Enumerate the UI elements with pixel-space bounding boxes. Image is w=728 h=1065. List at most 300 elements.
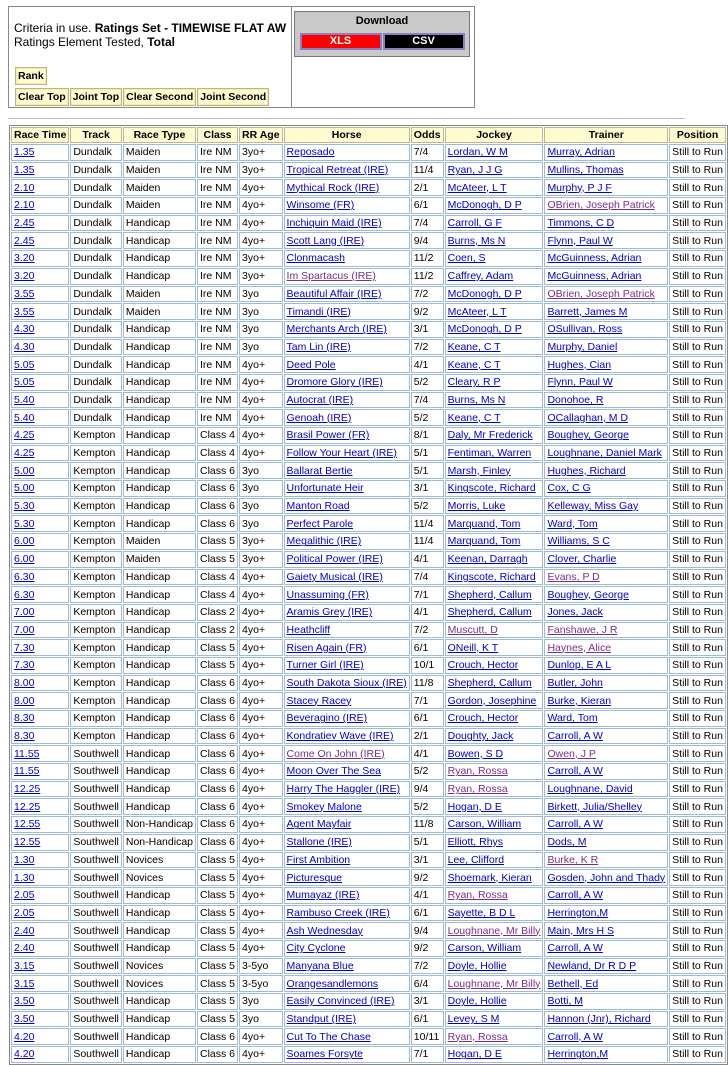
race-time-link[interactable]: 4.30 — [14, 323, 35, 336]
trainer-link[interactable]: Kelleway, Miss Gay — [547, 500, 639, 513]
race-type-cell: Handicap — [123, 356, 196, 373]
position-cell: Still to Run — [669, 286, 726, 303]
jockey-link[interactable]: Lee, Clifford — [447, 853, 505, 866]
trainer-link[interactable]: Loughnane, Daniel Mark — [547, 447, 662, 460]
jockey-cell — [445, 215, 544, 232]
horse-link[interactable]: Deed Pole — [286, 358, 336, 371]
table-row — [11, 675, 726, 692]
horse-link[interactable]: Genoah (IRE) — [286, 411, 352, 424]
download-panel — [294, 11, 470, 57]
horse-cell — [284, 392, 410, 409]
trainer-cell — [544, 639, 668, 656]
jockey-cell — [445, 179, 544, 196]
horse-link[interactable]: Brasil Power (FR) — [286, 429, 370, 442]
race-time-link[interactable]: 4.25 — [14, 429, 35, 442]
race-time-link[interactable]: 2.05 — [14, 889, 35, 902]
trainer-link[interactable]: Owen, J P — [547, 747, 596, 760]
table-row — [11, 409, 726, 426]
race-time-link[interactable]: 7.30 — [14, 641, 35, 654]
jockey-link[interactable]: Coen, S — [447, 252, 486, 265]
class-cell: Ire NM — [197, 339, 238, 356]
race-time-link[interactable]: 12.55 — [14, 818, 41, 831]
horse-link[interactable]: Tam Lin (IRE) — [286, 340, 351, 353]
rr-age-cell: 3yo+ — [239, 250, 283, 267]
horse-link[interactable]: Stacey Racey — [286, 694, 352, 707]
race-time-link[interactable]: 12.25 — [14, 783, 41, 796]
horse-link[interactable]: Unassuming (FR) — [286, 588, 369, 601]
jockey-link[interactable]: Muscutt, D — [447, 623, 498, 636]
results-table — [9, 125, 728, 1065]
horse-link[interactable]: Turner Girl (IRE) — [286, 659, 364, 672]
trainer-link[interactable]: Newland, Dr R D P — [547, 959, 637, 972]
jockey-link[interactable]: Doyle, Hollie — [447, 959, 507, 972]
trainer-cell — [544, 374, 668, 391]
odds-cell: 5/1 — [411, 834, 444, 851]
jockey-link[interactable]: Sayette, B D L — [447, 906, 516, 919]
jockey-link[interactable]: Loughnane, Mr Billy — [447, 977, 541, 990]
trainer-link[interactable]: Dods, M — [547, 836, 587, 849]
trainer-link[interactable]: OBrien, Joseph Patrick — [547, 287, 655, 300]
track-cell: Kempton — [70, 675, 122, 692]
jockey-link[interactable]: Loughnane, Mr Billy — [447, 924, 541, 937]
trainer-link[interactable]: Boughey, George — [547, 588, 629, 601]
trainer-cell — [544, 551, 668, 568]
class-cell: Class 5 — [197, 887, 238, 904]
race-time-link[interactable]: 4.20 — [14, 1048, 35, 1061]
horse-link[interactable]: Aramis Grey (IRE) — [286, 606, 373, 619]
jockey-link[interactable]: Caffrey, Adam — [447, 270, 514, 283]
class-cell: Ire NM — [197, 162, 238, 179]
class-cell: Class 5 — [197, 852, 238, 869]
race-time-link[interactable]: 11.55 — [14, 765, 40, 778]
jockey-link[interactable]: Ryan, Rossa — [447, 889, 508, 902]
race-type-cell: Handicap — [123, 427, 196, 444]
race-time-link[interactable]: 5.30 — [14, 500, 35, 513]
trainer-link[interactable]: Dunlop, E A L — [547, 659, 612, 672]
table-row — [11, 975, 726, 992]
horse-link[interactable]: Tropical Retreat (IRE) — [286, 164, 389, 177]
jockey-link[interactable]: Marquand, Tom — [447, 535, 521, 548]
jockey-link[interactable]: Keane, C T — [447, 358, 501, 371]
race-time-link[interactable]: 7.00 — [14, 606, 35, 619]
jockey-cell — [445, 745, 544, 762]
trainer-link[interactable]: Carroll, A W — [547, 818, 603, 831]
race-time-link[interactable]: 7.30 — [14, 659, 35, 672]
trainer-link[interactable]: Boughey, George — [547, 429, 629, 442]
race-time-link[interactable]: 11.55 — [14, 747, 40, 760]
race-time-link[interactable]: 6.30 — [14, 588, 35, 601]
joint-top-button[interactable]: Joint Top — [70, 88, 122, 106]
clear-second-button[interactable]: Clear Second — [123, 88, 196, 106]
horse-link[interactable]: Reposado — [286, 146, 335, 159]
jockey-link[interactable]: Elliott, Rhys — [447, 836, 504, 849]
trainer-link[interactable]: Butler, John — [547, 676, 603, 689]
race-time-link[interactable]: 12.25 — [14, 800, 41, 813]
horse-cell — [284, 232, 410, 249]
track-cell: Dundalk — [70, 215, 122, 232]
class-cell: Class 6 — [197, 781, 238, 798]
horse-cell — [284, 657, 410, 674]
jockey-link[interactable]: Hogan, D E — [447, 1048, 502, 1061]
horse-link[interactable]: Scott Lang (IRE) — [286, 234, 365, 247]
horse-link[interactable]: City Cyclone — [286, 942, 346, 955]
rr-age-cell: 3yo — [239, 1011, 283, 1028]
race-time-link[interactable]: 1.35 — [14, 146, 35, 159]
horse-link[interactable]: Rambuso Creek (IRE) — [286, 906, 390, 919]
trainer-link[interactable]: Main, Mrs H S — [547, 924, 614, 937]
jockey-link[interactable]: Cleary, R P — [447, 376, 501, 389]
jockey-link[interactable]: Ryan, Rossa — [447, 783, 508, 796]
trainer-link[interactable]: Haynes, Alice — [547, 641, 612, 654]
race-time-link[interactable]: 4.25 — [14, 447, 35, 460]
trainer-link[interactable]: Jones, Jack — [547, 606, 603, 619]
jockey-link[interactable]: Burns, Ms N — [447, 393, 506, 406]
horse-link[interactable]: Timandi (IRE) — [286, 305, 351, 318]
jockey-link[interactable]: McDonogh, D P — [447, 199, 522, 212]
jockey-link[interactable]: Fentiman, Warren — [447, 447, 532, 460]
clear-top-button[interactable]: Clear Top — [15, 88, 69, 106]
race-time-link[interactable]: 1.30 — [14, 853, 35, 866]
horse-link[interactable]: Ballarat Bertie — [286, 464, 353, 477]
race-time-link[interactable]: 2.05 — [14, 906, 35, 919]
trainer-link[interactable]: Flynn, Paul W — [547, 376, 613, 389]
position-cell: Still to Run — [669, 303, 726, 320]
horse-link[interactable]: Mumayaz (IRE) — [286, 889, 360, 902]
trainer-link[interactable]: Carroll, A W — [547, 1030, 603, 1043]
jockey-link[interactable]: Keenan, Darragh — [447, 553, 528, 566]
trainer-cell — [544, 940, 668, 957]
race-time-link[interactable]: 3.55 — [14, 305, 35, 318]
horse-link[interactable]: Dromore Glory (IRE) — [286, 376, 383, 389]
race-time-link[interactable]: 2.10 — [14, 181, 35, 194]
trainer-link[interactable]: Fanshawe, J R — [547, 623, 618, 636]
trainer-link[interactable]: Birkett, Julia/Shelley — [547, 800, 642, 813]
jockey-link[interactable]: Kingscote, Richard — [447, 570, 536, 583]
jockey-link[interactable]: Marsh, Finley — [447, 464, 511, 477]
horse-link[interactable]: Follow Your Heart (IRE) — [286, 447, 397, 460]
jockey-link[interactable]: Doyle, Hollie — [447, 995, 507, 1008]
rr-age-cell: 4yo+ — [239, 622, 283, 639]
horse-link[interactable]: Ash Wednesday — [286, 924, 363, 937]
race-time-link[interactable]: 3.20 — [14, 252, 35, 265]
trainer-link[interactable]: Hughes, Richard — [547, 464, 626, 477]
horse-link[interactable]: Agent Mayfair — [286, 818, 352, 831]
jockey-link[interactable]: McDonogh, D P — [447, 323, 522, 336]
jockey-link[interactable]: Lordan, W M — [447, 146, 508, 159]
jockey-link[interactable]: Shepherd, Callum — [447, 676, 532, 689]
race-time-link[interactable]: 6.00 — [14, 553, 35, 566]
race-time-link[interactable]: 5.00 — [14, 482, 35, 495]
horse-link[interactable]: Stallone (IRE) — [286, 836, 352, 849]
race-time-cell — [11, 869, 69, 886]
horse-link[interactable]: Autocrat (IRE) — [286, 393, 354, 406]
rr-age-cell: 4yo+ — [239, 427, 283, 444]
odds-cell: 7/1 — [411, 692, 444, 709]
horse-link[interactable]: South Dakota Sioux (IRE) — [286, 676, 407, 689]
rr-age-cell: 4yo+ — [239, 657, 283, 674]
horse-link[interactable]: Easily Convinced (IRE) — [286, 995, 395, 1008]
table-row — [11, 144, 726, 161]
odds-cell: 6/1 — [411, 905, 444, 922]
jockey-link[interactable]: Keane, C T — [447, 411, 501, 424]
race-time-link[interactable]: 3.55 — [14, 287, 35, 300]
joint-second-button[interactable]: Joint Second — [197, 88, 269, 106]
race-time-link[interactable]: 3.15 — [14, 959, 35, 972]
jockey-link[interactable]: Kingscote, Richard — [447, 482, 536, 495]
race-time-link[interactable]: 2.40 — [14, 924, 35, 937]
trainer-link[interactable]: Flynn, Paul W — [547, 234, 613, 247]
trainer-link[interactable]: Herrington,M — [547, 906, 609, 919]
trainer-link[interactable]: McGuinness, Adrian — [547, 270, 642, 283]
header-class: Class — [197, 127, 238, 143]
race-type-cell: Handicap — [123, 374, 196, 391]
race-time-link[interactable]: 6.30 — [14, 570, 35, 583]
horse-cell — [284, 958, 410, 975]
race-time-link[interactable]: 3.50 — [14, 995, 35, 1008]
jockey-link[interactable]: Levey, S M — [447, 1013, 500, 1026]
odds-cell: 7/4 — [411, 215, 444, 232]
horse-link[interactable]: Inchiquin Maid (IRE) — [286, 217, 382, 230]
jockey-link[interactable]: Ryan, J J G — [447, 164, 503, 177]
jockey-link[interactable]: Doughty, Jack — [447, 730, 514, 743]
rr-age-cell: 3yo — [239, 993, 283, 1010]
horse-link[interactable]: Im Spartacus (IRE) — [286, 270, 376, 283]
trainer-link[interactable]: Carroll, A W — [547, 889, 603, 902]
position-cell: Still to Run — [669, 834, 726, 851]
jockey-link[interactable]: Daly, Mr Frederick — [447, 429, 533, 442]
jockey-link[interactable]: McAteer, L T — [447, 181, 507, 194]
horse-link[interactable]: Harry The Haggler (IRE) — [286, 783, 401, 796]
rank-button[interactable]: Rank — [15, 67, 47, 85]
trainer-link[interactable]: Ward, Tom — [547, 517, 598, 530]
jockey-link[interactable]: Hogan, D E — [447, 800, 502, 813]
trainer-cell — [544, 356, 668, 373]
trainer-link[interactable]: Barrett, James M — [547, 305, 628, 318]
race-time-cell — [11, 162, 69, 179]
rr-age-cell: 4yo+ — [239, 816, 283, 833]
track-cell: Southwell — [70, 816, 122, 833]
horse-cell — [284, 781, 410, 798]
race-time-link[interactable]: 8.00 — [14, 676, 35, 689]
horse-link[interactable]: Orangesandlemons — [286, 977, 379, 990]
race-time-link[interactable]: 3.50 — [14, 1013, 35, 1026]
class-cell: Class 5 — [197, 551, 238, 568]
race-time-link[interactable]: 2.10 — [14, 199, 35, 212]
jockey-link[interactable]: McDonogh, D P — [447, 287, 522, 300]
trainer-link[interactable]: Murphy, P J F — [547, 181, 612, 194]
trainer-link[interactable]: Williams, S C — [547, 535, 610, 548]
race-time-link[interactable]: 5.05 — [14, 358, 35, 371]
race-time-link[interactable]: 5.00 — [14, 464, 35, 477]
horse-link[interactable]: Heathcliff — [286, 623, 331, 636]
position-cell: Still to Run — [669, 1011, 726, 1028]
horse-link[interactable]: Winsome (FR) — [286, 199, 355, 212]
race-time-link[interactable]: 2.45 — [14, 217, 35, 230]
horse-link[interactable]: Come On John (IRE) — [286, 747, 385, 760]
jockey-link[interactable]: Carson, William — [447, 818, 522, 831]
odds-cell: 4/1 — [411, 551, 444, 568]
trainer-link[interactable]: Ward, Tom — [547, 712, 598, 725]
horse-link[interactable]: Risen Again (FR) — [286, 641, 367, 654]
position-cell: Still to Run — [669, 781, 726, 798]
position-cell: Still to Run — [669, 569, 726, 586]
horse-link[interactable]: Cut To The Chase — [286, 1030, 371, 1043]
trainer-link[interactable]: Mullins, Thomas — [547, 164, 624, 177]
trainer-link[interactable]: Burke, K R — [547, 853, 599, 866]
race-time-link[interactable]: 5.40 — [14, 411, 35, 424]
track-cell: Kempton — [70, 692, 122, 709]
horse-cell — [284, 710, 410, 727]
trainer-link[interactable]: Hughes, Cian — [547, 358, 612, 371]
trainer-link[interactable]: OBrien, Joseph Patrick — [547, 199, 655, 212]
trainer-link[interactable]: OSullivan, Ross — [547, 323, 623, 336]
race-time-link[interactable]: 2.45 — [14, 234, 35, 247]
jockey-cell — [445, 604, 544, 621]
trainer-cell — [544, 781, 668, 798]
horse-link[interactable]: Picturesque — [286, 871, 342, 884]
position-cell: Still to Run — [669, 887, 726, 904]
jockey-link[interactable]: Ryan, Rossa — [447, 765, 508, 778]
jockey-link[interactable]: McAteer, L T — [447, 305, 507, 318]
race-time-link[interactable]: 3.15 — [14, 977, 35, 990]
table-row — [11, 179, 726, 196]
race-time-link[interactable]: 4.20 — [14, 1030, 35, 1043]
race-time-link[interactable]: 1.30 — [14, 871, 35, 884]
trainer-link[interactable]: Botti, M — [547, 995, 584, 1008]
horse-link[interactable]: First Ambition — [286, 853, 351, 866]
jockey-link[interactable]: Shepherd, Callum — [447, 588, 532, 601]
jockey-link[interactable]: Marquand, Tom — [447, 517, 521, 530]
race-type-cell: Handicap — [123, 745, 196, 762]
race-time-link[interactable]: 1.35 — [14, 164, 35, 177]
jockey-link[interactable]: Morris, Luke — [447, 500, 506, 513]
trainer-link[interactable]: Murphy, Daniel — [547, 340, 618, 353]
jockey-link[interactable]: Burns, Ms N — [447, 234, 506, 247]
trainer-cell — [544, 586, 668, 603]
race-time-link[interactable]: 8.00 — [14, 694, 35, 707]
horse-link[interactable]: Merchants Arch (IRE) — [286, 323, 387, 336]
horse-link[interactable]: Standput (IRE) — [286, 1013, 356, 1026]
horse-link[interactable]: Mythical Rock (IRE) — [286, 181, 380, 194]
jockey-link[interactable]: Crouch, Hector — [447, 712, 519, 725]
trainer-link[interactable]: Cox, C G — [547, 482, 591, 495]
trainer-link[interactable]: Murray, Adrian — [547, 146, 615, 159]
trainer-link[interactable]: Clover, Charlie — [547, 553, 617, 566]
race-type-cell: Handicap — [123, 339, 196, 356]
jockey-link[interactable]: Carson, William — [447, 942, 522, 955]
trainer-link[interactable]: Herrington,M — [547, 1048, 609, 1061]
horse-link[interactable]: Moon Over The Sea — [286, 765, 381, 778]
table-row — [11, 569, 726, 586]
trainer-cell — [544, 604, 668, 621]
jockey-link[interactable]: Crouch, Hector — [447, 659, 519, 672]
horse-link[interactable]: Soames Forsyte — [286, 1048, 363, 1061]
trainer-link[interactable]: Bethell, Ed — [547, 977, 599, 990]
race-time-cell — [11, 728, 69, 745]
jockey-link[interactable]: Ryan, Rossa — [447, 1030, 508, 1043]
trainer-cell — [544, 392, 668, 409]
horse-link[interactable]: Kondratiev Wave (IRE) — [286, 730, 394, 743]
trainer-link[interactable]: McGuinness, Adrian — [547, 252, 642, 265]
trainer-link[interactable]: OCallaghan, M D — [547, 411, 628, 424]
race-time-link[interactable]: 6.00 — [14, 535, 35, 548]
jockey-cell — [445, 975, 544, 992]
table-row — [11, 781, 726, 798]
race-time-link[interactable]: 4.30 — [14, 340, 35, 353]
horse-cell — [284, 480, 410, 497]
trainer-link[interactable]: Timmons, C D — [547, 217, 615, 230]
jockey-cell — [445, 250, 544, 267]
jockey-cell — [445, 286, 544, 303]
race-time-link[interactable]: 5.30 — [14, 517, 35, 530]
horse-link[interactable]: Manton Road — [286, 500, 350, 513]
race-time-cell — [11, 232, 69, 249]
horse-link[interactable]: Unfortunate Heir — [286, 482, 364, 495]
trainer-link[interactable]: Carroll, A W — [547, 942, 603, 955]
class-cell: Ire NM — [197, 268, 238, 285]
trainer-link[interactable]: Donohoe, R — [547, 393, 604, 406]
table-row — [11, 905, 726, 922]
horse-link[interactable]: Political Power (IRE) — [286, 553, 383, 566]
trainer-link[interactable]: Carroll, A W — [547, 765, 603, 778]
race-type-cell: Handicap — [123, 462, 196, 479]
filter-button-row — [15, 88, 269, 106]
trainer-link[interactable]: Carroll, A W — [547, 730, 603, 743]
horse-link[interactable]: Perfect Parole — [286, 517, 354, 530]
race-time-link[interactable]: 12.55 — [14, 836, 41, 849]
trainer-link[interactable]: Evans, P D — [547, 570, 600, 583]
jockey-link[interactable]: Shoemark, Kieran — [447, 871, 532, 884]
horse-link[interactable]: Clonmacash — [286, 252, 345, 265]
criteria-line-ratings-set — [14, 21, 291, 35]
jockey-link[interactable]: Bowen, S D — [447, 747, 504, 760]
horse-link[interactable]: Beveragino (IRE) — [286, 712, 368, 725]
race-time-link[interactable]: 3.20 — [14, 270, 35, 283]
race-type-cell: Handicap — [123, 887, 196, 904]
trainer-link[interactable]: Burke, Kieran — [547, 694, 612, 707]
jockey-link[interactable]: Shepherd, Callum — [447, 606, 532, 619]
trainer-link[interactable]: Gosden, John and Thady — [547, 871, 666, 884]
jockey-link[interactable]: Gordon, Josephine — [447, 694, 537, 707]
horse-link[interactable]: Beautiful Affair (IRE) — [286, 287, 382, 300]
race-time-link[interactable]: 5.05 — [14, 376, 35, 389]
class-cell: Ire NM — [197, 356, 238, 373]
race-time-cell — [11, 250, 69, 267]
horse-link[interactable]: Manyana Blue — [286, 959, 354, 972]
csv-download-button[interactable]: CSV — [383, 33, 465, 50]
jockey-link[interactable]: ONeill, K T — [447, 641, 499, 654]
race-time-link[interactable]: 8.30 — [14, 712, 35, 725]
odds-cell: 9/2 — [411, 869, 444, 886]
odds-cell: 11/4 — [411, 515, 444, 532]
jockey-link[interactable]: Keane, C T — [447, 340, 501, 353]
rr-age-cell: 3-5yo — [239, 958, 283, 975]
race-time-link[interactable]: 5.40 — [14, 393, 35, 406]
race-time-link[interactable]: 8.30 — [14, 730, 35, 743]
trainer-link[interactable]: Hannon (Jnr), Richard — [547, 1013, 651, 1026]
horse-link[interactable]: Smokey Malone — [286, 800, 362, 813]
race-time-link[interactable]: 7.00 — [14, 623, 35, 636]
race-time-link[interactable]: 2.40 — [14, 942, 35, 955]
trainer-cell — [544, 339, 668, 356]
xls-download-button[interactable]: XLS — [300, 33, 382, 50]
trainer-link[interactable]: Loughnane, David — [547, 783, 633, 796]
horse-link[interactable]: Megalithic (IRE) — [286, 535, 362, 548]
position-cell: Still to Run — [669, 816, 726, 833]
class-cell: Ire NM — [197, 286, 238, 303]
horse-link[interactable]: Gaiety Musical (IRE) — [286, 570, 383, 583]
jockey-link[interactable]: Carroll, G F — [447, 217, 502, 230]
